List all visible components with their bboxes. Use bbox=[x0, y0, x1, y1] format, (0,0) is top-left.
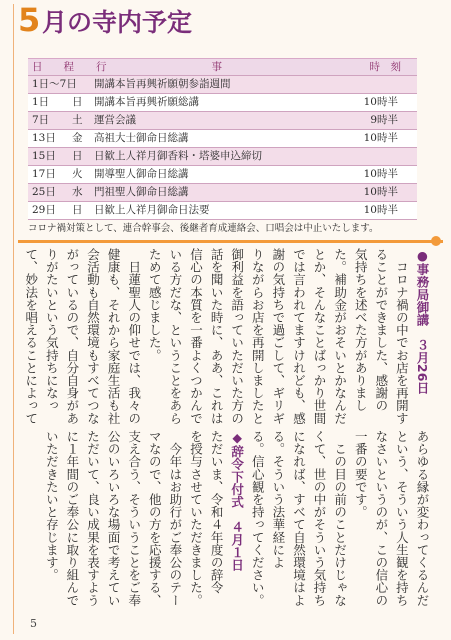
table-note: コロナ禍対策として、連合幹事会、後継者育成連絡会、口唱会は中止いたします。 bbox=[28, 223, 379, 234]
row-date: 29日 bbox=[32, 204, 56, 216]
row-date: 1日〜7日 bbox=[32, 78, 77, 90]
row-time: 9時半 bbox=[370, 114, 398, 126]
text-line: いる方だな、ということをあら bbox=[167, 248, 183, 425]
section-divider bbox=[18, 240, 443, 243]
table-row bbox=[28, 93, 417, 111]
text-line: 一番の要です。 bbox=[353, 430, 369, 519]
text-line: た。補助金がおそいとかなんだ bbox=[332, 248, 348, 425]
row-time: 10時半 bbox=[363, 168, 398, 180]
row-day: 日 bbox=[72, 204, 83, 216]
text-line: りがたいという気持ちになっ bbox=[44, 248, 60, 412]
row-date: 13日 bbox=[32, 132, 56, 144]
row-day: 土 bbox=[72, 114, 83, 126]
text-line: とか、そんなことばっかり世間 bbox=[312, 248, 328, 425]
left-margin-rule bbox=[13, 4, 14, 634]
table-row bbox=[28, 165, 417, 183]
table-row bbox=[28, 111, 417, 129]
text-line: いただきたいと存じます。 bbox=[44, 430, 60, 582]
text-line: 謝の気持ちで過ごして、ギリギ bbox=[270, 248, 286, 425]
text-line: に１年間のご奉公に取り組んで bbox=[64, 430, 80, 607]
text-line: ただいま、令和４年度の辞令 bbox=[209, 430, 225, 594]
row-day: 日 bbox=[72, 150, 83, 162]
text-line: なさいというのが、この信心の bbox=[373, 430, 389, 607]
row-event: 門祖聖人御命日総講 bbox=[94, 186, 189, 198]
header-month-number: 5 bbox=[18, 1, 41, 39]
text-line: あらゆる縁が変わってくるんだ bbox=[415, 430, 430, 607]
section-heading: ●事務局御講 ３月26日 bbox=[415, 248, 430, 395]
row-time: 10時半 bbox=[363, 132, 398, 144]
text-line: 御利益を語っていただいた方の bbox=[229, 248, 245, 425]
text-line: 健康も、それから家庭生活も社 bbox=[106, 248, 122, 425]
text-line: になれば、すべて自然環境はよ bbox=[291, 430, 307, 607]
text-line: 会活動も自然環境もすべてつな bbox=[85, 248, 101, 425]
row-date: 15日 bbox=[32, 150, 56, 162]
text-line: 公のいろいろな場面で考えてい bbox=[106, 430, 122, 607]
text-line: 信心の本質を一番よくつかんで bbox=[188, 248, 204, 425]
text-line: 気持ちを述べた方がありまし bbox=[353, 248, 369, 412]
text-line: を授与させていただきました。 bbox=[188, 430, 204, 607]
text-line: という、そういう人生観を持ち bbox=[394, 430, 410, 607]
row-date: 7日 bbox=[32, 114, 50, 126]
row-event: 高祖大士御命日総講 bbox=[94, 132, 189, 144]
table-row bbox=[28, 147, 417, 165]
row-event: 運営会議 bbox=[94, 114, 136, 126]
table-body bbox=[28, 75, 417, 219]
row-time: 10時半 bbox=[363, 204, 398, 216]
row-event: 開導聖人御命日総講 bbox=[94, 168, 189, 180]
table-row bbox=[28, 129, 417, 147]
table-row bbox=[28, 183, 417, 201]
row-event: 日歓上人祥月御命日法要 bbox=[94, 204, 210, 216]
text-line: くて、世の中がそういう気持ち bbox=[312, 430, 328, 607]
header-time: 時 刻 bbox=[369, 61, 401, 73]
row-day: 金 bbox=[72, 132, 83, 144]
text-line: ためて感じました。 bbox=[147, 248, 163, 362]
row-time: 10時半 bbox=[363, 96, 398, 108]
lower-column-text bbox=[30, 430, 432, 607]
row-event: 開講本旨再興祈願総講 bbox=[94, 96, 199, 108]
schedule-table bbox=[28, 58, 417, 220]
text-line: ることができました、感謝の bbox=[373, 248, 389, 412]
text-line: 日蓮聖人の仰せでは、我々の bbox=[126, 248, 142, 425]
text-line: 話を聞いた時に、ああ、これは bbox=[209, 248, 225, 425]
text-line: コロナ禍の中でお店を再開す bbox=[394, 248, 410, 425]
text-line: て、妙法を唱えることによって bbox=[23, 248, 39, 425]
text-line: 支え合う、そういうことをご奉 bbox=[126, 430, 142, 607]
row-day: 日 bbox=[72, 96, 83, 108]
upper-column-text bbox=[23, 248, 432, 448]
text-line: 今年はお助行がご奉公のテー bbox=[167, 430, 183, 607]
text-line: マなので、他の方を応援する、 bbox=[147, 430, 163, 607]
page-title: 月の寺内予定 bbox=[42, 8, 193, 37]
header-event: 行 事 bbox=[96, 61, 222, 73]
row-date: 17日 bbox=[32, 168, 56, 180]
row-time: 10時半 bbox=[363, 186, 398, 198]
text-line: る。そういう法華経によ bbox=[270, 430, 286, 569]
section-heading: ◆辞令下付式 ４月１日 bbox=[229, 430, 245, 572]
row-date: 25日 bbox=[32, 186, 56, 198]
text-line: りながらお店を再開しましたと bbox=[250, 248, 266, 425]
row-event: 日歓上人祥月御香料・塔婆申込締切 bbox=[94, 150, 262, 162]
text-line: がっているので、自分自身があ bbox=[64, 248, 80, 425]
table-header-row bbox=[28, 58, 417, 75]
table-row bbox=[28, 201, 417, 219]
header-date: 日 程 bbox=[32, 61, 74, 73]
row-event: 開講本旨再興祈願朝参詣週間 bbox=[94, 78, 231, 90]
row-day: 水 bbox=[72, 186, 83, 198]
text-line: この目の前のことだけじゃな bbox=[332, 430, 348, 607]
table-row bbox=[28, 75, 417, 93]
text-line: では言われてますけれども、感 bbox=[291, 248, 307, 425]
divider-dot bbox=[431, 236, 441, 246]
text-line: ただいて、良い成果を表すよう bbox=[85, 430, 101, 607]
row-date: 1日 bbox=[32, 96, 50, 108]
row-day: 火 bbox=[72, 168, 83, 180]
text-line: る。信心観を持ってください。 bbox=[250, 430, 266, 607]
page-number: 5 bbox=[30, 617, 37, 630]
table-bottom-border bbox=[28, 219, 417, 220]
